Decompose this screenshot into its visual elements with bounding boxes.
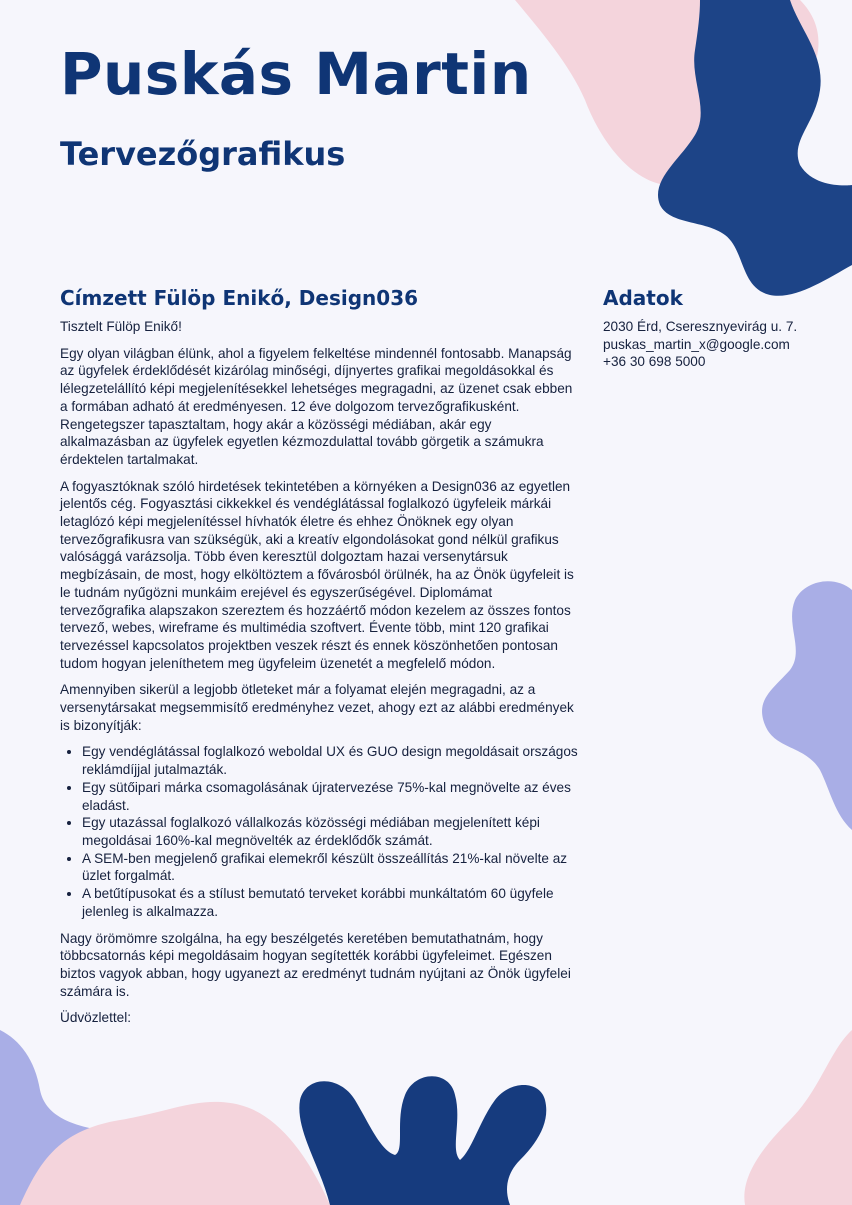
email: puskas_martin_x@google.com — [603, 336, 790, 352]
achievement-item: • Egy vendéglátással foglalkozó weboldal UX és GUO design megoldásait országos reklámdíjjal jutalmazták. — [82, 743, 580, 778]
pink-blob-bottom — [20, 1102, 330, 1205]
paragraph: A fogyasztóknak szóló hirdetések tekintetében a környéken a Design036 az egyetlen jelentős cég. Fogyasztási cikkekkel és vendéglátással foglalkozó ügyfeleik márkái letaglózó képi megjelenítéssel hívhatók életre és ehhez Önöknek egy olyan tervezőgrafikusra van szükségük, aki a kreatív elgondolásokat gond nélkül grafikus valósággá varázsolja. Több éven keresztül dolgoztam hazai versenytársuk megbízásain, de most, hogy elköltöztem a fővárosból örülnék, ha az Önök ügyfeleit is le tudnám nyűgözni munkáim erejével és egyszerűségével. Diplomámat tervezőgrafika alapszakon szereztem és hozzáértő módon kezelem az összes fontos tervező, webes, wireframe és multimédia szoftvert. Évente több, mint 120 grafikai tervezéssel kapcsolatos projektben veszek részt és ennek köszönhetően pontosan tudom hogyan jeleníthetem meg ügyfeleim üzenetét a megfelelő módon. — [60, 478, 574, 671]
contact-sidebar — [603, 286, 803, 371]
applicant-name: Puskás Martin — [60, 40, 532, 108]
closing-paragraph: Nagy örömömre szolgálna, ha egy beszélgetés keretében bemutathatnám, hogy többcsatornás képi megoldásaim hogyan segítették korábbi ügyfeleimet. Egészen biztos vagyok abban, hogy ugyanezt az eredményt tudnám nyújtani az Önök ügyfelei számára is. — [60, 930, 571, 999]
achievement-item: • Egy sütőipari márka csomagolásának újratervezése 75%-kal megnövelte az éves eladást. — [82, 779, 580, 814]
achievement-item: • Egy utazással foglalkozó vállalkozás közösségi médiában megjelenített képi megoldásai 160%-kal megnövelték az érdeklődők számát. — [82, 814, 580, 849]
lavender-blob-right — [762, 581, 852, 830]
paragraph: Egy olyan világban élünk, ahol a figyelem felkeltése mindennél fontosabb. Manapság az ügyfelek érdeklődését kizárólag minőségi, díjnyertes grafikai megoldásokkal és lélegzetelállító képi megjelenítésekkel lehetséges megragadni, az üzenet csak ebben a formában adható át eredményesen. 12 éve dolgozom tervezőgrafikusként. Rengetegszer tapasztaltam, hogy akár a közösségi médiában, akár egy alkalmazásban az ügyfelek egyetlen kézmozdulattal tovább görgetik a számukra érdektelen tartalmakat. — [60, 345, 573, 467]
achievement-item: • A betűtípusokat és a stílust bemutató terveket korábbi munkáltatóm 60 ügyfele jelenleg is alkalmazza. — [82, 885, 580, 920]
sidebar-title: Adatok — [603, 286, 683, 310]
pink-blob-bottom-right — [744, 1030, 852, 1205]
recipient-heading: Címzett Fülöp Enikő, Design036 — [60, 286, 419, 310]
letter-body — [60, 286, 580, 1036]
signoff: Üdvözlettel: — [60, 1010, 132, 1026]
paragraph: Amennyiben sikerül a legjobb ötleteket már a folyamat elején megragadni, az a versenytársakat megsemmisítő eredményhez vezet, ahogy ezt az alábbi eredmények is bizonyítják: — [60, 682, 574, 733]
address: 2030 Érd, Cseresznyevirág u. 7. — [603, 319, 798, 334]
navy-blob-bottom — [299, 1076, 546, 1205]
phone: +36 30 698 5000 — [603, 354, 706, 370]
achievement-item: • A SEM-ben megjelenő grafikai elemekről készült összeállítás 21%-kal növelte az üzlet forgalmát. — [82, 850, 580, 885]
salutation: Tisztelt Fülöp Enikő! — [60, 319, 182, 334]
job-title: Tervezőgrafikus — [60, 135, 346, 173]
achievements-list — [60, 743, 580, 920]
